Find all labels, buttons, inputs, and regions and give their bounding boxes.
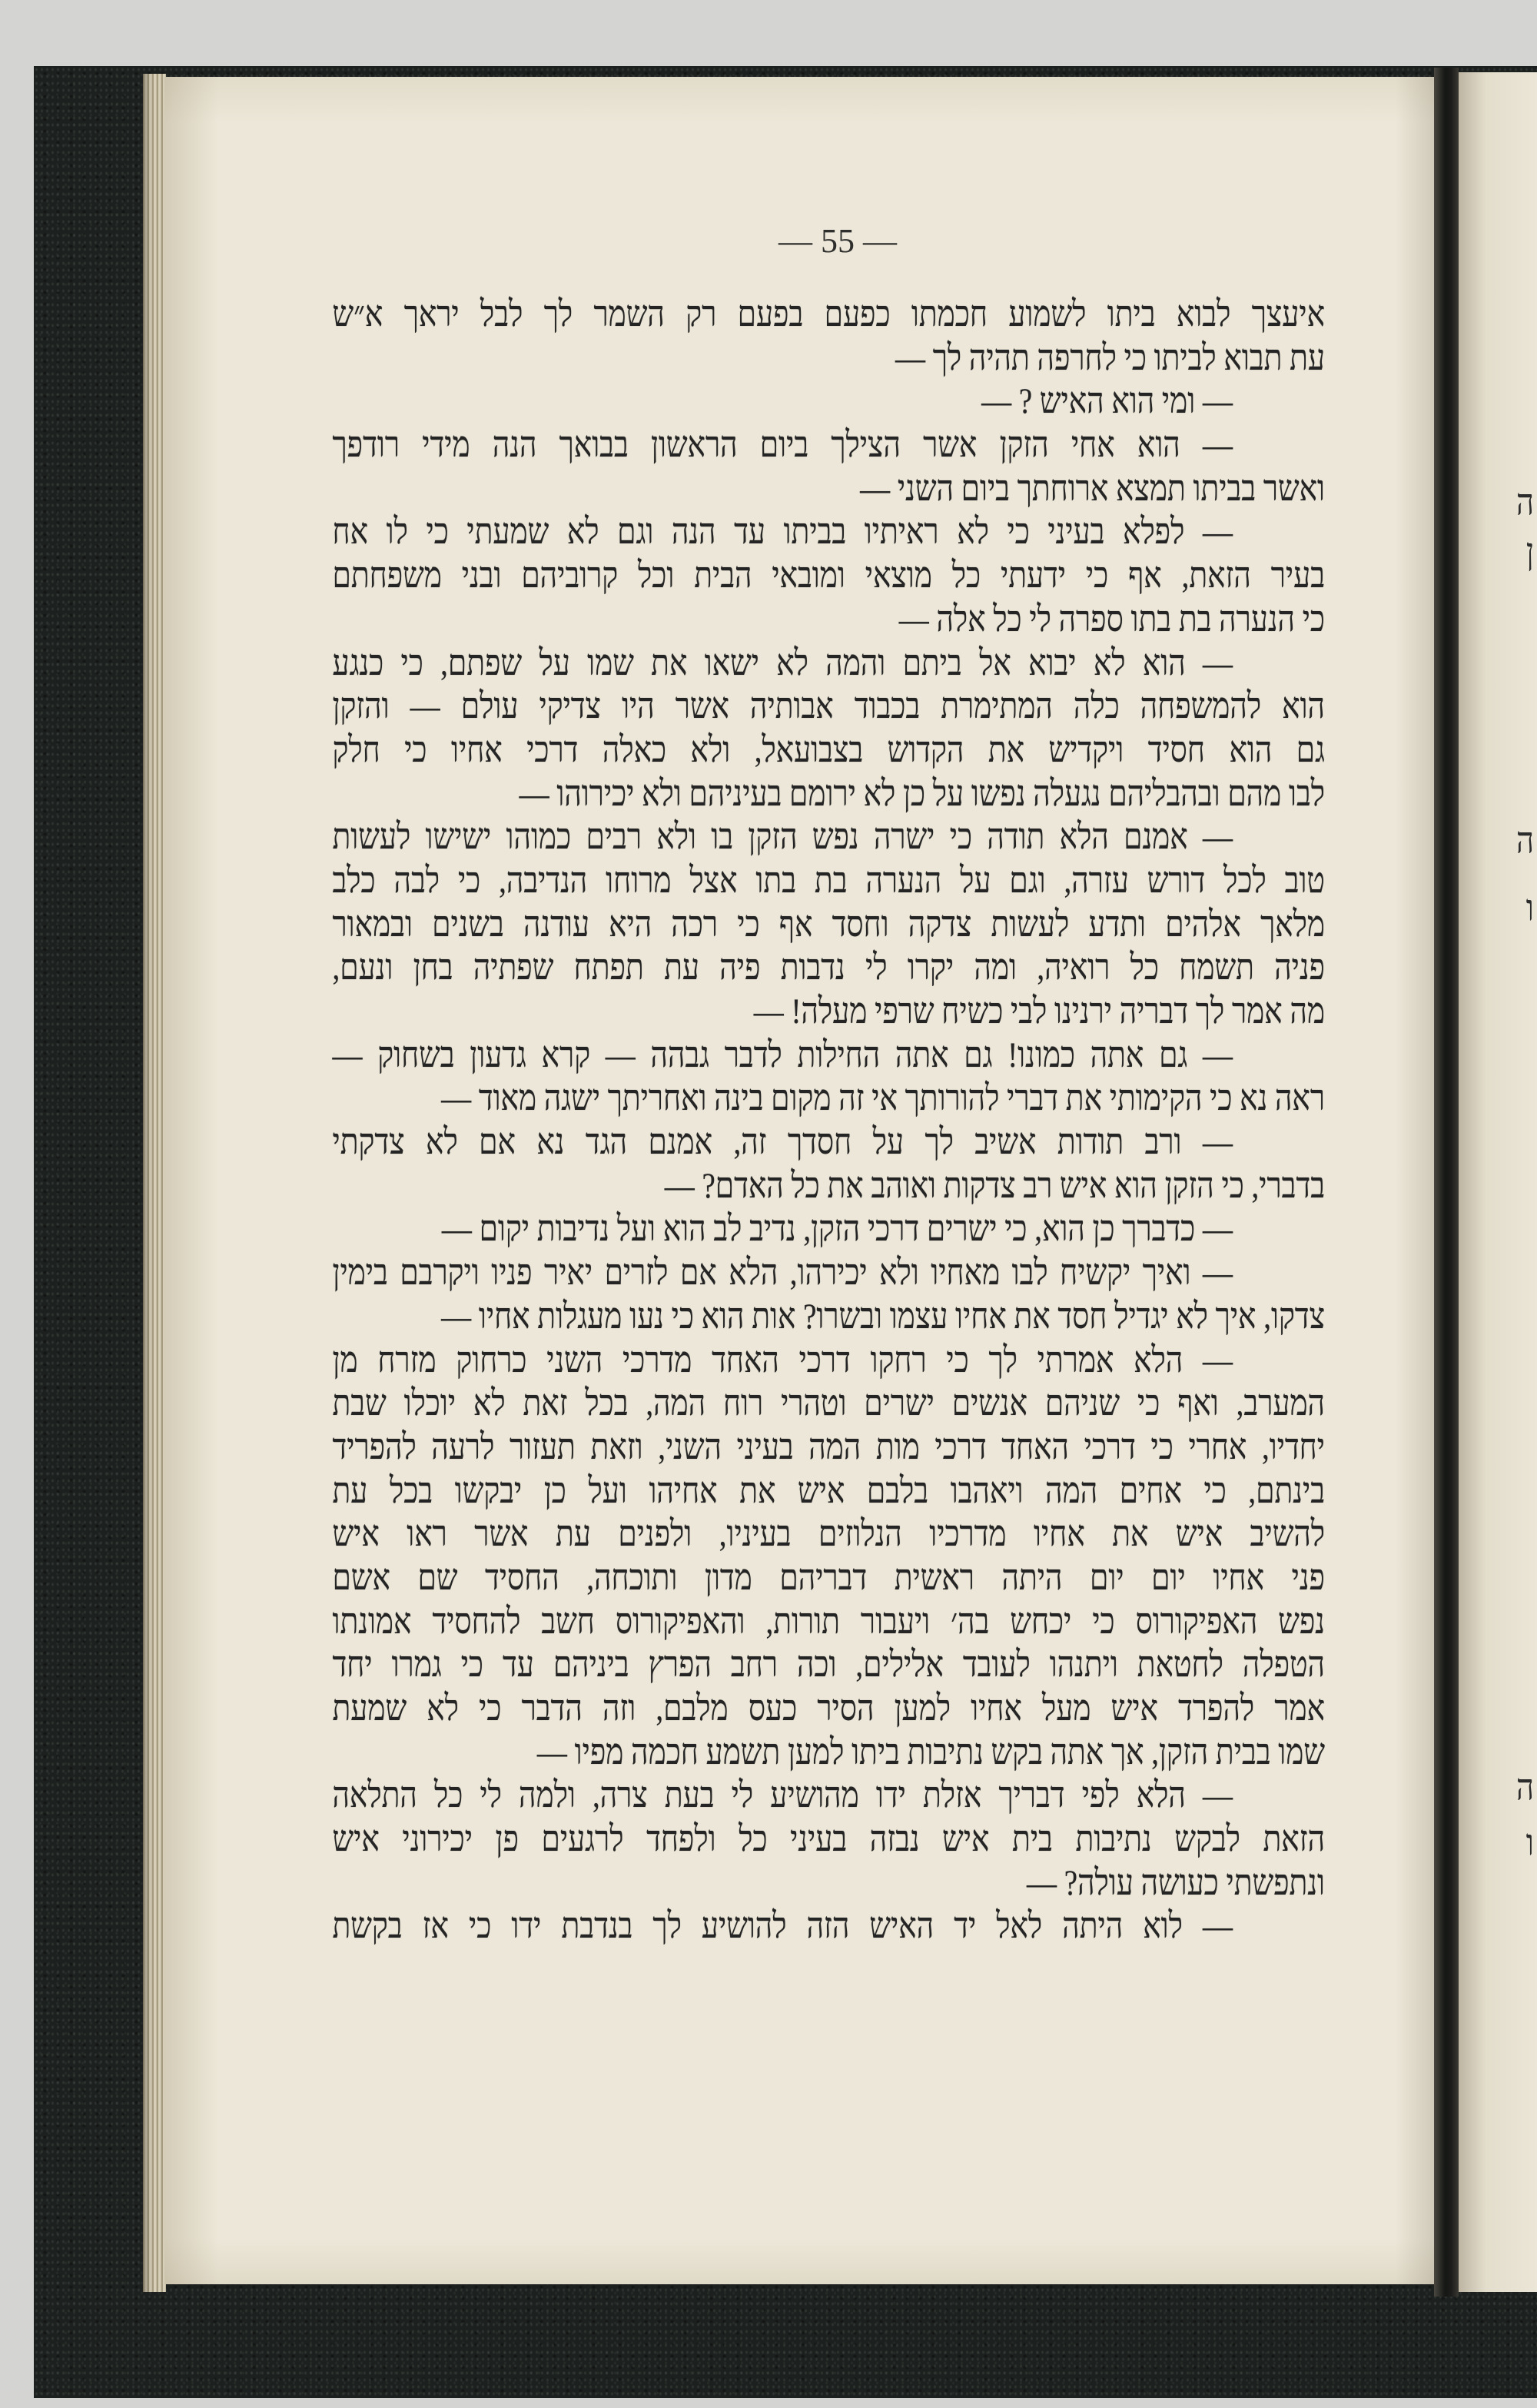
text-line: אמר להפרד איש מעל אחיו למען הסיר כעס מלבם, וזה הדבר כי לא שמעת <box>332 1688 1325 1729</box>
book-gutter <box>1434 68 1459 2297</box>
text-line: גם הוא חסיד ויקדיש את הקדוש בצבועאל, ולא כאלה דרכי אחיו כי חלק <box>332 729 1325 770</box>
text-fragment: ה <box>1515 1766 1534 1808</box>
text-line: — גם אתה כמונו! גם אתה החילות לדבר גבהה — קרא גדעון בשחוק — <box>332 1035 1233 1075</box>
text-line: כי הנערה בת בתו ספרה לי כל אלה — <box>898 599 1325 639</box>
paragraph <box>332 1775 1325 1905</box>
book-page <box>164 77 1434 2284</box>
text-line: — הלא לפי דבריך אזלת ידו מהושיע לי בעת צרה, ולמה לי כל התלאה <box>332 1775 1233 1815</box>
text-line: הוא להמשפחה כלה המתימרת בכבוד אבותיה אשר היו צדיקי עולם — והזקן <box>332 686 1325 726</box>
paragraph <box>332 1252 1325 1339</box>
text-line: ונתפשתי כעושה עולה? — <box>1027 1862 1325 1903</box>
text-line: שמו בבית הזקן, אך אתה בקש נתיבות ביתו למען תשמע חכמה מפיו — <box>536 1732 1325 1772</box>
paragraph <box>332 816 1325 1034</box>
paragraph <box>332 643 1325 817</box>
text-line: — ואיך יקשיח לבו מאחיו ולא יכירהו, הלא אם לזרים יאיר פניו ויקרבם בימין <box>332 1253 1233 1293</box>
text-line: — לפלא בעיני כי לא ראיתיו בביתו עד הנה וגם לא שמעתי כי לו אח <box>332 512 1233 553</box>
text-line: טוב לכל דורש עזרה, וגם על הנערה בת בתו אצל מרוחו הנדיבה, כי לבה כלב <box>332 860 1325 901</box>
body-text <box>332 294 1325 1949</box>
paragraph <box>332 1208 1325 1252</box>
paragraph <box>332 294 1325 380</box>
text-line: להשיב איש את אחיו מדרכיו הנלוזים בעיניו, ולפנים עת אשר ראו איש <box>332 1514 1325 1554</box>
text-line: ואשר בביתו תמצא ארוחתך ביום השני — <box>860 468 1325 509</box>
paragraph <box>332 1121 1325 1208</box>
paragraph <box>332 511 1325 642</box>
text-fragment: ה <box>1515 481 1534 523</box>
page-edges <box>143 74 166 2292</box>
paragraph <box>332 380 1325 424</box>
text-line: מלאך אלהים ותדע לעשות צדקה וחסד אף כי רכה היא עודנה בשנים ובמאור <box>332 904 1325 945</box>
text-fragment: ן <box>1525 530 1534 573</box>
text-line: ראה נא כי הקימותי את דברי להורותך אי זה מקום בינה ואחריתך ישגה מאוד — <box>441 1078 1325 1118</box>
paragraph <box>332 1905 1325 1949</box>
text-line: מה אמר לך דבריה ירנינו לבי כשיח שרפי מעלה! — <box>753 991 1325 1031</box>
text-line: צדקו, איך לא יגדיל חסד את אחיו עצמו ובשרו? אות הוא כי נעו מעגלות אחיו — <box>441 1296 1325 1337</box>
text-line: איעצך לבוא ביתו לשמוע חכמתו כפעם בפעם רק השמר לך לבל יראך א״ש <box>332 294 1325 334</box>
text-line: — כדברך כן הוא, כי ישרים דרכי הזקן, נדיב לב הוא ועל נדיבות יקום — <box>441 1209 1233 1250</box>
adjacent-page-edge <box>1459 72 1537 2292</box>
text-line: נפש האפיקורוס כי יכחש בה׳ ויעבור תורות, והאפיקורוס חשב להחסיד אמונתו <box>332 1601 1325 1642</box>
text-line: לבו מהם ובהבליהם נגעלה נפשו על כן לא ירומם בעיניהם ולא יכירוהו — <box>519 773 1325 814</box>
paragraph <box>332 424 1325 511</box>
paragraph <box>332 1340 1325 1775</box>
text-line: פניה תשמח כל רואיה, ומה יקרו לי נדבות פיה עת תפתח שפתיה בחן ונעם, <box>332 948 1325 988</box>
text-line: בינתם, כי אחים המה ויאהבו בלבם איש את אחיהו ועל כן יבקשו בכל עת <box>332 1470 1325 1511</box>
text-line: בעיר הזאת, אף כי ידעתי כל מוצאי ומובאי הבית וכל קרוביהם ובני משפחתם <box>332 556 1325 596</box>
text-line: — ומי הוא האיש ? — <box>981 381 1233 421</box>
text-line: פני אחיו יום יום היתה ראשית דבריהם מדון ותוכחה, החסיד שם אשם <box>332 1557 1325 1598</box>
text-line: — לוא היתה לאל יד האיש הזה להושיע לך בנדבת ידו כי אז בקשת <box>332 1906 1233 1947</box>
text-fragment: ו <box>1525 1822 1534 1864</box>
text-line: — אמנם הלא תודה כי ישרה נפש הזקן בו ולא רבים כמוהו ישישו לעשות <box>332 817 1233 857</box>
text-line: יחדיו, אחרי כי דרכי האחד דרכי מות המה בעיני השני, וזאת תעזור לרעה להפריד <box>332 1427 1325 1467</box>
text-line: עת תבוא לביתו כי לחרפה תהיה לך — <box>895 337 1325 378</box>
text-line: — הוא אחי הזקן אשר הצילך ביום הראשון בבואך הנה מידי רודפך <box>332 425 1233 465</box>
text-line: הזאת לבקש נתיבות בית איש נבזה בעיני כל ולפחד לרגעים פן יכירוני איש <box>332 1819 1325 1859</box>
text-line: הטפלה לחטאת ויתנהו לעובד אלילים, וכה רחב הפרץ ביניהם עד כי גמרו יחד <box>332 1645 1325 1685</box>
paragraph <box>332 1035 1325 1121</box>
text-fragment: ו <box>1525 887 1534 929</box>
text-line: — ורב תודות אשיב לך על חסדך זה, אמנם הגד נא אם לא צדקתי <box>332 1122 1233 1162</box>
text-line: המערב, ואף כי שניהם אנשים ישרים וטהרי רוח המה, בכל זאת לא יוכלו שבת <box>332 1383 1325 1423</box>
text-line: — הוא לא יבוא אל ביתם והמה לא ישאו את שמו על שפתם, כי כנגע <box>332 643 1233 683</box>
page-number: — 55 — <box>778 222 897 260</box>
text-fragment: ה <box>1515 819 1534 862</box>
text-line: — הלא אמרתי לך כי רחקו דרכי האחד מדרכי השני כרחוק מזרח מן <box>332 1340 1233 1380</box>
text-line: בדברי, כי הזקן הוא איש רב צדקות ואוהב את כל האדם? — <box>664 1165 1325 1206</box>
